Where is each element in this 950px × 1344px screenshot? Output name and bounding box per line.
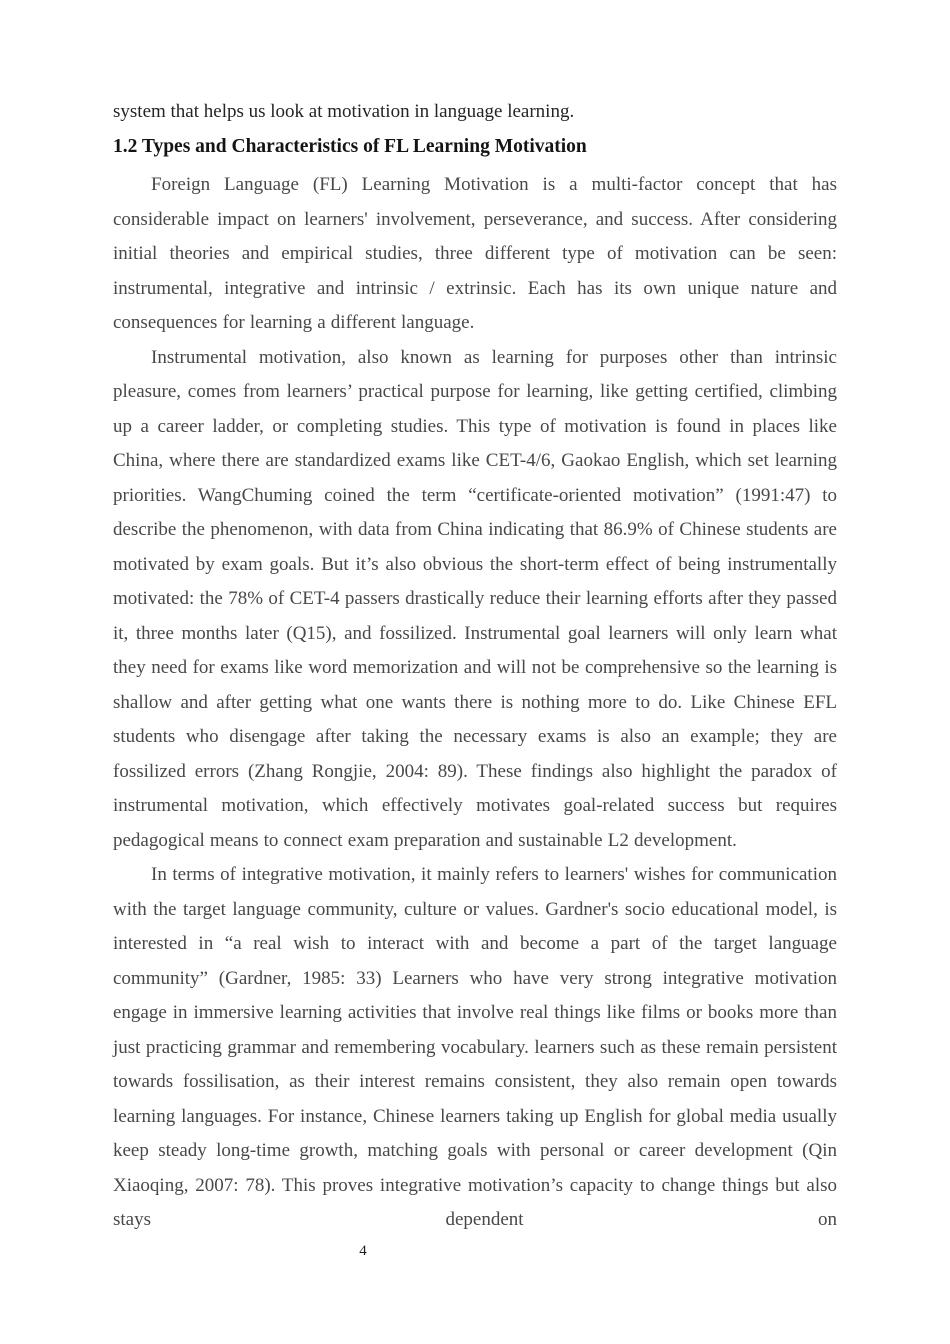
page-number: 4 bbox=[359, 1243, 367, 1259]
page-content bbox=[113, 95, 837, 1238]
continuation-line: system that helps us look at motivation in language learning. bbox=[113, 101, 575, 122]
paragraph-intro: Foreign Language (FL) Learning Motivation is a multi-factor concept that has considerable impact on learners' involvement, perseverance, and success. After considering initial theories and empirical studies, three different type of motivation can be seen: instrumental, integrative and intrinsic / extrinsic. Each has its own unique nature and consequences for learning a different language. bbox=[113, 174, 837, 333]
section-heading: 1.2 Types and Characteristics of FL Learning Motivation bbox=[113, 135, 587, 157]
paragraph-integrative-motivation: In terms of integrative motivation, it mainly refers to learners' wishes for communication with the target language community, culture or values. Gardner's socio educational model, is interested in “a real wish to interact with and become a part of the target language community” (Gardner, 1985: 33) Learners who have very strong integrative motivation engage in immersive learning activities that involve real things like films or books more than just practicing grammar and remembering vocabulary. learners such as these remain persistent towards fossilisation, as their interest remains consistent, they also remain open towards learning languages. For instance, Chinese learners taking up English for global media usually keep steady long-time growth, matching goals with personal or career development (Qin Xiaoqing, 2007: 78). This proves integrative motivation’s capacity to change things but also stays dependent on bbox=[113, 864, 837, 1230]
paragraph-instrumental-motivation: Instrumental motivation, also known as learning for purposes other than intrinsic pleasure, comes from learners’ practical purpose for learning, like getting certified, climbing up a career ladder, or completing studies. This type of motivation is found in places like China, where there are standardized exams like CET-4/6, Gaokao English, which set learning priorities. WangChuming coined the term “certificate-oriented motivation” (1991:47) to describe the phenomenon, with data from China indicating that 86.9% of Chinese students are motivated by exam goals. But it’s also obvious the short-term effect of being instrumentally motivated: the 78% of CET-4 passers drastically reduce their learning efforts after they passed it, three months later (Q15), and fossilized. Instrumental goal learners will only learn what they need for exams like word memorization and will not be comprehensive so the learning is shallow and after getting what one wants there is nothing more to do. Like Chinese EFL students who disengage after taking the necessary exams is also an example; they are fossilized errors (Zhang Rongjie, 2004: 89). These findings also highlight the paradox of instrumental motivation, which effectively motivates goal-related success but requires pedagogical means to connect exam preparation and sustainable L2 development. bbox=[113, 346, 837, 851]
